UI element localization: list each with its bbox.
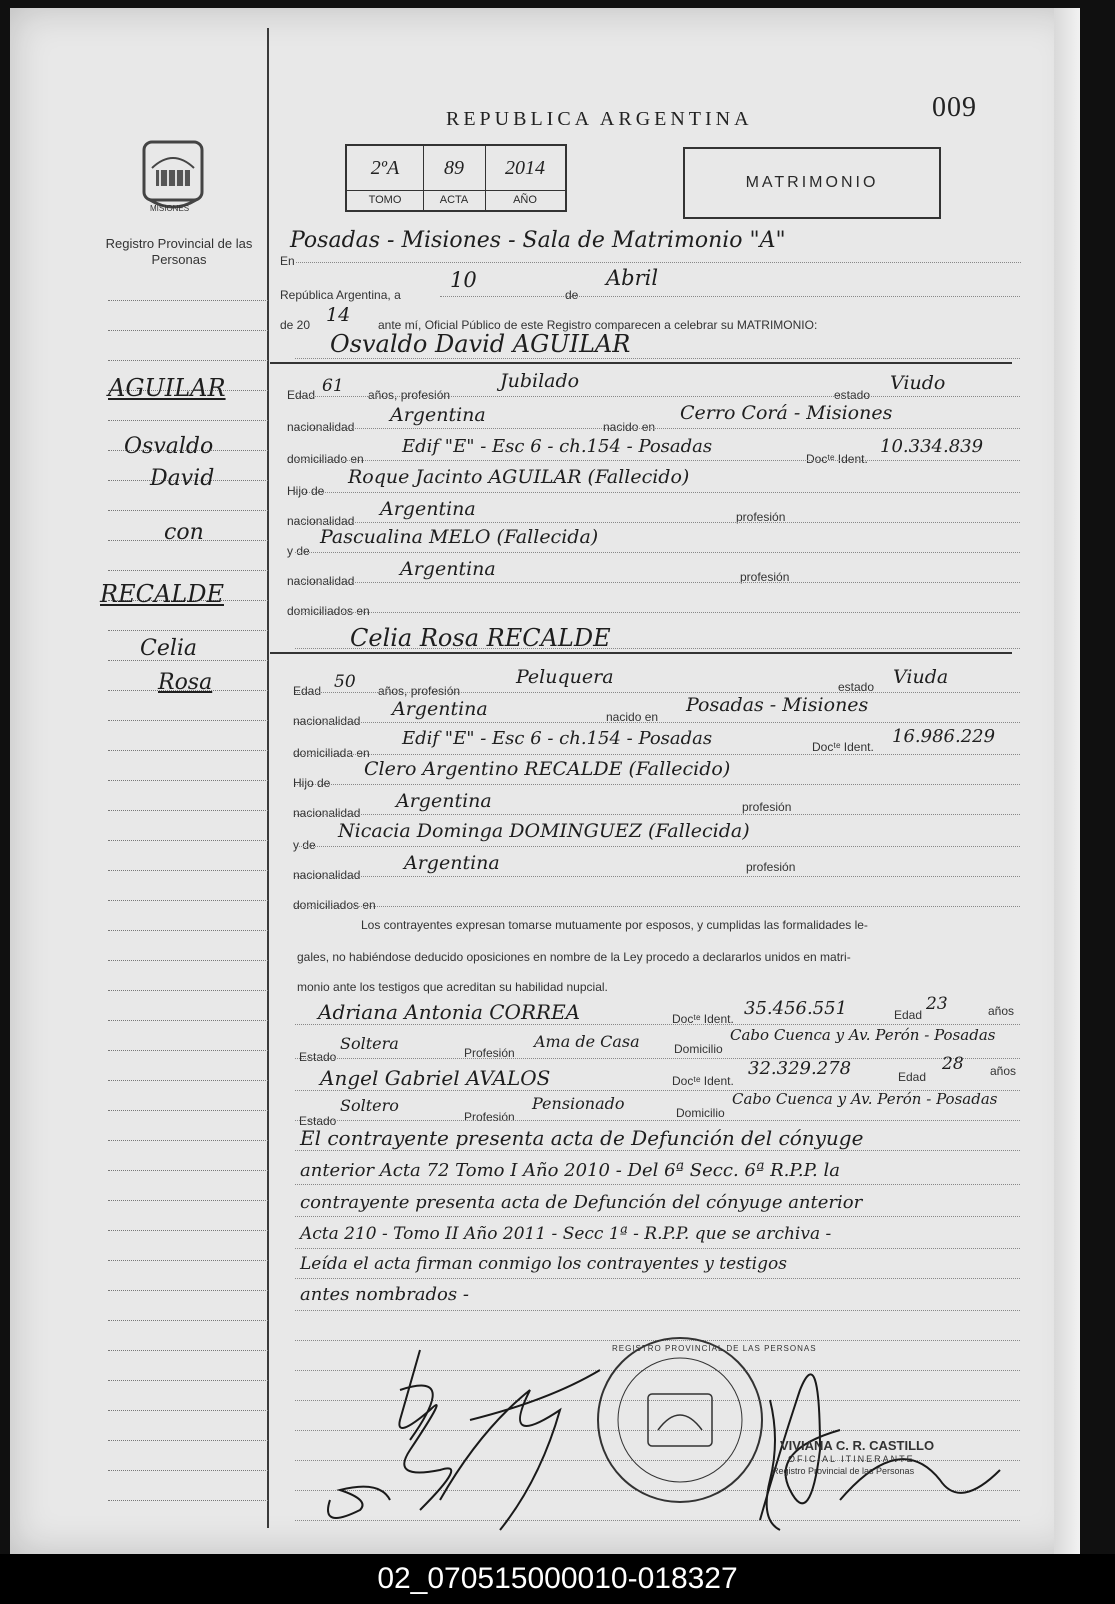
witness1-domicilio: Cabo Cuenca y Av. Perón - Posadas [730,1026,996,1044]
groom-hijo-label: Hijo de [287,484,325,498]
witness1-domicilio-label: Domicilio [674,1042,723,1056]
witness2-doc: 32.329.278 [748,1058,852,1079]
groom-nacido: Cerro Corá - Misiones [680,402,893,424]
margin-dotted-line [108,1380,268,1381]
bride-hijo-label: Hijo de [293,776,331,790]
witness2-name: Angel Gabriel AVALOS [320,1066,551,1090]
margin-dotted-line [108,1410,268,1411]
groom-nacionalidad: Argentina [390,404,486,426]
margin-dotted-line [108,1320,268,1321]
margin-dotted-line [108,840,268,841]
ceremony-place: Posadas - Misiones - Sala de Matrimonio "A" [290,228,786,253]
witness2-edad: 28 [942,1054,964,1074]
section-divider [270,652,1012,654]
stamp-caption: REGISTRO PROVINCIAL DE LAS PERSONAS [612,1344,817,1353]
ceremony-month: Abril [606,266,659,290]
bride-madre: Nicacia Dominga DOMINGUEZ (Fallecida) [338,820,750,842]
groom-edad: 61 [322,376,344,396]
dotted-line [295,1120,1020,1121]
note-line-3: contrayente presenta acta de Defunción del cónyuge anterior [300,1192,863,1213]
witness1-estado-label: Estado [299,1050,337,1064]
dotted-line [295,612,1020,613]
groom-estado-label: estado [834,388,871,402]
bride-nacido: Posadas - Misiones [686,694,869,716]
bride-profesion: Peluquera [516,666,614,688]
groom-domicilio: Edif "E" - Esc 6 - ch.154 - Posadas [402,436,713,457]
note-line-5: Leída el acta firman conmigo los contrayentes y testigos [300,1254,787,1274]
witness2-doc-label: Docᵗᵉ Ident. [672,1074,734,1088]
margin-dotted-line [108,1350,268,1351]
officer-title: OFICIAL ITINERANTE [788,1454,915,1464]
tomo-value: 2ºA [347,146,424,190]
bride-estado-label: estado [838,680,875,694]
dotted-line [295,814,1020,815]
dotted-line [295,582,1020,583]
dotted-line [295,396,1020,397]
ceremony-day: 10 [450,268,477,292]
dotted-line [296,262,1021,263]
margin-dotted-line [108,330,268,331]
dotted-line [295,692,1020,693]
margin-dotted-line [108,900,268,901]
dotted-line [295,1310,1020,1311]
dotted-line [295,784,1020,785]
ante-text: ante mí, Oficial Público de este Registro comparecen a celebrar su MATRIMONIO: [378,318,818,332]
dotted-line [295,552,1020,553]
margin-name-2a: Celia [140,636,198,661]
margin-dotted-line [108,1200,268,1201]
bride-doc: 16.986.229 [892,726,996,747]
margin-dotted-line [108,990,268,991]
margin-dotted-line [108,510,268,511]
margin-name-2b: Rosa [158,670,213,695]
groom-profesion-label: años, profesión [368,388,451,402]
bride-nac-padre-label: nacionalidad [293,806,361,820]
dotted-line [295,358,1020,359]
note-line-6: antes nombrados - [300,1284,469,1305]
acta-label: ACTA [423,190,486,210]
bride-nacido-label: nacido en [606,710,659,724]
margin-dotted-line [108,1500,268,1501]
witness1-edad-label: Edad [894,1008,923,1022]
page-number: 009 [932,92,977,123]
groom-nac-madre-label: nacionalidad [287,574,355,588]
dotted-line [295,428,1020,429]
en-label: En [280,254,295,268]
margin-dotted-line [108,1470,268,1471]
note-line-2: anterior Acta 72 Tomo I Año 2010 - Del 6ª Secc. 6ª R.P.P. la [300,1160,840,1181]
margin-dotted-line [108,630,268,631]
witness2-anos-label: años [990,1064,1017,1078]
dotted-line [295,876,1020,877]
dotted-line [295,1216,1020,1217]
margin-rule [267,28,269,1528]
tomo-label: TOMO [347,190,424,210]
margin-dotted-line [108,420,268,421]
margin-dotted-line [108,1020,268,1021]
margin-dotted-line [108,1050,268,1051]
margin-dotted-line [108,1290,268,1291]
witness1-doc-label: Docᵗᵉ Ident. [672,1012,734,1026]
page-edge [1054,8,1080,1554]
dotted-line [295,846,1020,847]
witness2-edad-label: Edad [898,1070,927,1084]
bride-domicilio: Edif "E" - Esc 6 - ch.154 - Posadas [402,728,713,749]
groom-madre: Pascualina MELO (Fallecida) [320,526,599,548]
bride-full-name: Celia Rosa RECALDE [350,624,611,652]
margin-dotted-line [108,1230,268,1231]
margin-surname-1: AGUILAR [108,374,226,402]
dotted-line [295,1150,1020,1151]
groom-doc-label: Docᵗᵉ Ident. [806,452,868,466]
margin-dotted-line [108,1080,268,1081]
dotted-line [295,648,1020,649]
dotted-line [295,522,1020,523]
bride-nacionalidad: Argentina [392,698,488,720]
anio-value: 2014 [505,157,545,179]
archive-code: 02_070515000010-018327 [0,1554,1115,1604]
statement-line-2: gales, no habiéndose deducido oposiciones en nombre de la Ley procedo a declararlos unidos en matri- [297,950,851,964]
margin-dotted-line [108,780,268,781]
margin-dotted-line [108,1110,268,1111]
bride-padre: Clero Argentino RECALDE (Fallecido) [364,758,731,780]
margin-dotted-line [108,1140,268,1141]
witness2-domicilio-label: Domicilio [676,1106,725,1120]
groom-profesion: Jubilado [500,370,580,392]
dotted-line [440,296,1020,297]
bride-nac-label: nacionalidad [293,714,361,728]
record-number-box [345,144,567,212]
witness1-anos-label: años [988,1004,1015,1018]
bride-nac-madre: Argentina [404,852,500,874]
witness2-estado-label: Estado [299,1114,337,1128]
margin-dotted-line [108,300,268,301]
dotted-line [295,1248,1020,1249]
margin-dotted-line [108,810,268,811]
officer-registry: Registro Provincial de las Personas [772,1466,915,1476]
margin-dotted-line [108,360,268,361]
groom-nac-padre-label: nacionalidad [287,514,355,528]
groom-edad-label: Edad [287,388,316,402]
witness1-doc: 35.456.551 [744,998,848,1019]
bride-edad-label: Edad [293,684,322,698]
margin-dotted-line [108,870,268,871]
witness2-domicilio: Cabo Cuenca y Av. Perón - Posadas [732,1090,998,1108]
dotted-line [295,722,1020,723]
margin-dotted-line [108,1170,268,1171]
margin-dotted-line [108,1260,268,1261]
signature-bride [328,1370,600,1530]
margin-name-1a: Osvaldo [124,434,214,459]
groom-padre: Roque Jacinto AGUILAR (Fallecido) [348,466,690,488]
bride-profesion-madre-label: profesión [746,860,796,874]
margin-dotted-line [108,720,268,721]
bride-nac-padre: Argentina [396,790,492,812]
groom-nac-madre: Argentina [400,558,496,580]
bride-estado: Viuda [893,666,949,688]
margin-dotted-line [108,930,268,931]
groom-domiciliados-label: domiciliados en [287,604,370,618]
signature-groom [399,1350,451,1510]
statement-line-3: monio ante los testigos que acreditan su habilidad nupcial. [297,980,608,994]
bride-domiciliados-label: domiciliados en [293,898,376,912]
groom-yde-label: y de [287,544,310,558]
acta-value: 89 [423,146,486,190]
witness1-estado: Soltera [340,1034,399,1053]
bride-profesion-padre-label: profesión [742,800,792,814]
officer-name: VIVIANA C. R. CASTILLO [780,1438,935,1453]
bride-nac-madre-label: nacionalidad [293,868,361,882]
margin-con: con [164,520,204,545]
margin-name-1b: David [150,466,215,491]
groom-nac-label: nacionalidad [287,420,355,434]
witness1-profesion: Ama de Casa [534,1032,640,1051]
dotted-line [295,1024,1020,1025]
groom-estado: Viudo [890,372,946,394]
official-stamp [598,1338,762,1502]
de-label: de [565,288,579,302]
anio-label: AÑO [485,190,565,210]
bride-doc-label: Docᵗᵉ Ident. [812,740,874,754]
margin-dotted-line [108,750,268,751]
groom-profesion-madre-label: profesión [740,570,790,584]
margin-dotted-line [108,570,268,571]
bride-yde-label: y de [293,838,316,852]
witness1-edad: 23 [926,994,948,1014]
dotted-line [295,492,1020,493]
dotted-line [295,754,1020,755]
groom-domicilio-label: domiciliado en [287,452,364,466]
dotted-line [295,1184,1020,1185]
logo-caption: MISIONES [150,204,190,213]
record-type-box: MATRIMONIO [683,147,941,219]
country-heading: REPUBLICA ARGENTINA [446,108,753,130]
groom-full-name: Osvaldo David AGUILAR [330,330,631,358]
dotted-line [295,1278,1020,1279]
ceremony-year-suffix: 14 [326,304,351,326]
groom-nac-padre: Argentina [380,498,476,520]
witness1-profesion-label: Profesión [464,1046,515,1060]
bride-profesion-label: años, profesión [378,684,461,698]
dotted-line [295,1058,1020,1059]
witness2-profesion: Pensionado [532,1094,625,1113]
note-line-1: El contrayente presenta acta de Defunción del cónyuge [300,1126,864,1150]
witness2-profesion-label: Profesión [464,1110,515,1124]
bride-domicilio-label: domiciliada en [293,746,370,760]
groom-doc: 10.334.839 [880,436,984,457]
dotted-line [295,906,1020,907]
dotted-line [295,460,1020,461]
groom-profesion-padre-label: profesión [736,510,786,524]
statement-line-1: Los contrayentes expresan tomarse mutuamente por esposos, y cumplidas las formalidades le- [361,918,868,932]
groom-nacido-label: nacido en [603,420,656,434]
section-divider [270,362,1012,364]
witness1-name: Adriana Antonia CORREA [318,1000,581,1024]
margin-dotted-line [108,1440,268,1441]
year-prefix-label: de 20 [280,318,311,332]
registry-name: Registro Provincial de las Personas [105,236,253,267]
witness2-estado: Soltero [340,1096,399,1115]
note-line-4: Acta 210 - Tomo II Año 2011 - Secc 1ª - R.P.P. que se archiva - [300,1224,832,1244]
bride-edad: 50 [334,672,356,692]
republica-label: República Argentina, a [280,288,401,302]
margin-dotted-line [108,960,268,961]
margin-surname-2: RECALDE [100,580,224,608]
